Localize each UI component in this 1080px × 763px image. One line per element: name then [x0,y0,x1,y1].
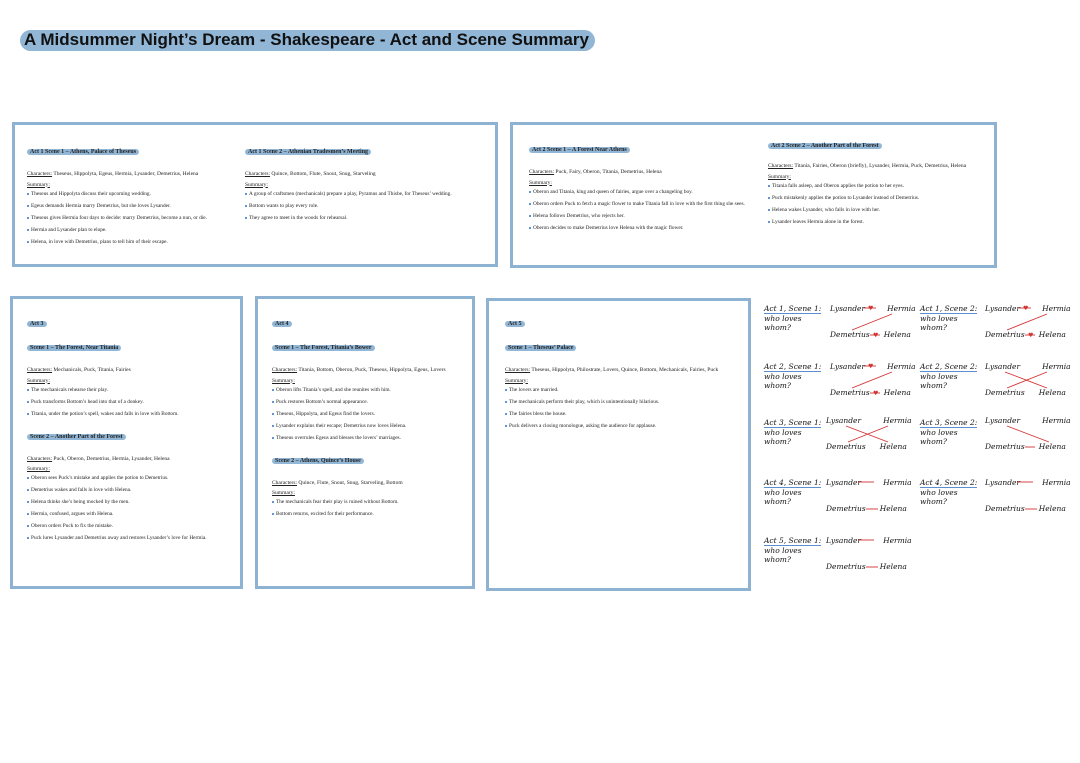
summary-list [272,499,467,518]
list-item: Puck delivers a closing monologue, asking the audience for applause. [505,423,740,430]
list-item: Lysander leaves Hermia alone in the forest. [768,219,983,226]
arrow-icon [830,362,910,402]
svg-text:♥: ♥ [868,305,874,312]
list-item: Oberon lifts Titania’s spell, and she reunites with him. [272,387,467,394]
arrow-icon [826,536,906,576]
hw-scene-label: Act 4, Scene 1: who loves whom? [764,478,822,506]
characters-label: Characters: [245,171,271,177]
list-item: A group of craftsmen (mechanicals) prepare a play, Pyramus and Thisbe, for Theseus’ wedding. [245,191,490,198]
act4-content [272,321,467,518]
summary-label: Summary: [27,377,50,384]
summary-list [27,475,232,542]
list-item: Theseus gives Hermia four days to decide: marry Demetrius, become a nun, or die. [27,215,237,222]
love-diagram: Lysander Hermia Demetrius Helena [826,536,906,576]
svg-text:♥: ♥ [1028,332,1034,339]
arrow-icon [826,416,906,456]
svg-text:♥: ♥ [1023,305,1029,312]
love-diagram: Lysander Hermia Demetrius Helena [826,478,906,518]
hw-scene-label: Act 2, Scene 2: who loves whom? [920,362,978,390]
hw-scene-label: Act 3, Scene 1: who loves whom? [764,418,822,446]
summary-label: Summary: [27,466,50,472]
characters-label: Characters: [27,455,53,462]
summary-list [245,191,490,222]
list-item: Theseus, Hippolyta, and Egeus find the lovers. [272,411,467,418]
list-item: Titania, under the potion’s spell, wakes and falls in love with Bottom. [27,411,232,418]
scene-heading: Scene 1 – The Forest, Near Titania [27,345,121,351]
scene-heading: Scene 1 – The Forest, Titania’s Bower [272,345,375,351]
act-title: Act 4 [272,321,292,327]
summary-label: Summary: [27,181,50,188]
arrow-icon [826,478,906,518]
summary-label: Summary: [505,377,528,384]
page-title: A Midsummer Night’s Dream - Shakespeare - Act and Scene Summary [20,30,595,51]
characters-label: Characters: [27,171,53,177]
handwritten-notes [760,298,1070,583]
act2-scene1 [529,147,754,232]
characters-label: Characters: [272,367,298,373]
characters-list: Titania, Fairies, Oberon (briefly), Lysander, Hermia, Puck, Demetrius, Helena [794,163,967,169]
characters-label: Characters: [768,163,794,169]
hw-scene-label: Act 3, Scene 2: who loves whom? [920,418,978,446]
list-item: The mechanicals rehearse their play. [27,387,232,394]
list-item: Theseus and Hippolyta discuss their upcoming wedding. [27,191,237,198]
characters-list: Theseus, Hippolyta, Egeus, Hermia, Lysander, Demetrius, Helena [53,171,199,177]
summary-label: Summary: [272,377,295,384]
list-item: Oberon orders Puck to fetch a magic flower to make Titania fall in love with the first thing she sees. [529,201,754,208]
scene-heading: Act 2 Scene 2 – Another Part of the Forest [768,143,882,149]
hw-scene-label: Act 2, Scene 1: who loves whom? [764,362,822,390]
love-diagram: Lysander Hermia Demetrius Helena [826,416,906,456]
list-item: Oberon orders Puck to fix the mistake. [27,523,232,530]
characters-list: Quince, Bottom, Flute, Snout, Snug, Starveling [271,171,376,177]
list-item: Helena wakes Lysander, who falls in love with her. [768,207,983,214]
list-item: Theseus overrules Egeus and blesses the lovers’ marriages. [272,435,467,442]
love-diagram: Lysander Hermia Demetrius Helena ♥ ♥ [830,362,910,402]
list-item: Oberon and Titania, king and queen of fairies, argue over a changeling boy. [529,189,754,196]
summary-list [505,387,740,430]
scene-heading: Act 1 Scene 2 – Athenian Tradesmen’s Meeting [245,149,371,155]
list-item: They agree to meet in the woods for rehearsal. [245,215,490,222]
summary-label: Summary: [245,181,268,188]
list-item: Puck restores Bottom’s normal appearance. [272,399,467,406]
summary-label: Summary: [272,490,295,496]
svg-text:♥: ♥ [873,332,879,339]
hw-scene-label: Act 1, Scene 1: who loves whom? [764,304,822,332]
characters-label: Characters: [505,367,531,373]
love-diagram: Lysander Hermia Demetrius Helena [985,478,1065,518]
list-item: The mechanicals fear their play is ruined without Bottom. [272,499,467,506]
list-item: The mechanicals perform their play, which is unintentionally hilarious. [505,399,740,406]
characters-label: Characters: [27,367,53,373]
list-item: Bottom returns, excited for their performance. [272,511,467,518]
hw-scene-label: Act 4, Scene 2: who loves whom? [920,478,978,506]
hw-scene-label: Act 5, Scene 1: who loves whom? [764,536,822,564]
list-item: Puck lures Lysander and Demetrius away and restores Lysander’s love for Hermia. [27,535,232,542]
list-item: Oberon sees Puck’s mistake and applies the potion to Demetrius. [27,475,232,482]
scene-heading: Act 2 Scene 1 – A Forest Near Athens [529,147,630,153]
summary-list [27,191,237,246]
list-item: The fairies bless the house. [505,411,740,418]
summary-list [529,189,754,232]
list-item: Bottom wants to play every role. [245,203,490,210]
summary-list [768,183,983,226]
svg-text:♥: ♥ [868,363,874,370]
list-item: Hermia, confused, argues with Helena. [27,511,232,518]
act-title: Act 5 [505,321,525,327]
list-item: Lysander explains their escape; Demetrius now loves Helena. [272,423,467,430]
list-item: Puck mistakenly applies the potion to Lysander instead of Demetrius. [768,195,983,202]
list-item: Egeus demands Hermia marry Demetrius, but she loves Lysander. [27,203,237,210]
love-diagram: Lysander Hermia Demetrius Helena ♥ ♥ [830,304,910,344]
characters-list: Quince, Flute, Snout, Snug, Starveling, Bottom [298,479,403,486]
love-diagram: Lysander Hermia Demetrius Helena ♥ ♥ [985,304,1065,344]
arrow-icon [985,304,1065,344]
list-item: Helena thinks she’s being mocked by the men. [27,499,232,506]
summary-list [272,387,467,442]
characters-label: Characters: [272,479,298,486]
list-item: Oberon decides to make Demetrius love Helena with the magic flower. [529,225,754,232]
summary-label: Summary: [768,173,791,180]
arrow-icon [985,362,1065,402]
hw-scene-label: Act 1, Scene 2: who loves whom? [920,304,978,332]
arrow-icon [985,416,1065,456]
act2-scene2 [768,143,983,226]
summary-label: Summary: [529,179,552,186]
act3-card [10,296,243,589]
scene-heading: Act 1 Scene 1 – Athens, Palace of Theseus [27,149,139,155]
love-diagram: Lysander Hermia Demetrius Helena [985,416,1065,456]
characters-list: Theseus, Hippolyta, Philostrate, Lovers, Quince, Bottom, Mechanicals, Fairies, Puck [531,367,719,373]
act4-card [255,296,475,589]
list-item: Helena follows Demetrius, who rejects her. [529,213,754,220]
act1-scene2 [245,149,490,222]
act5-card [486,298,751,591]
summary-list [27,387,232,418]
act1-card [12,122,498,267]
svg-text:♥: ♥ [873,390,879,397]
arrow-icon [985,478,1065,518]
act-title: Act 3 [27,321,47,327]
characters-list: Puck, Oberon, Demetrius, Hermia, Lysander, Helena [53,455,170,462]
arrow-icon [830,304,910,344]
characters-list: Puck, Fairy, Oberon, Titania, Demetrius, Helena [555,169,662,175]
love-diagram: Lysander Hermia Demetrius Helena [985,362,1065,402]
act3-content [27,321,232,542]
list-item: Puck transforms Bottom’s head into that of a donkey. [27,399,232,406]
act1-scene1 [27,149,237,246]
list-item: Titania falls asleep, and Oberon applies the potion to her eyes. [768,183,983,190]
list-item: Demetrius wakes and falls in love with Helena. [27,487,232,494]
act2-card [510,122,997,268]
characters-label: Characters: [529,169,555,175]
list-item: Helena, in love with Demetrius, plans to tell him of their escape. [27,239,237,246]
scene-heading: Scene 2 – Another Part of the Forest [27,434,126,440]
list-item: The lovers are married. [505,387,740,394]
act5-content [505,321,740,430]
scene-heading: Scene 2 – Athens, Quince’s House [272,458,364,464]
scene-heading: Scene 1 – Theseus’ Palace [505,345,576,351]
list-item: Hermia and Lysander plan to elope. [27,227,237,234]
characters-list: Titania, Bottom, Oberon, Puck, Theseus, Hippolyta, Egeus, Lovers [298,367,446,373]
characters-list: Mechanicals, Puck, Titania, Fairies [53,367,131,373]
